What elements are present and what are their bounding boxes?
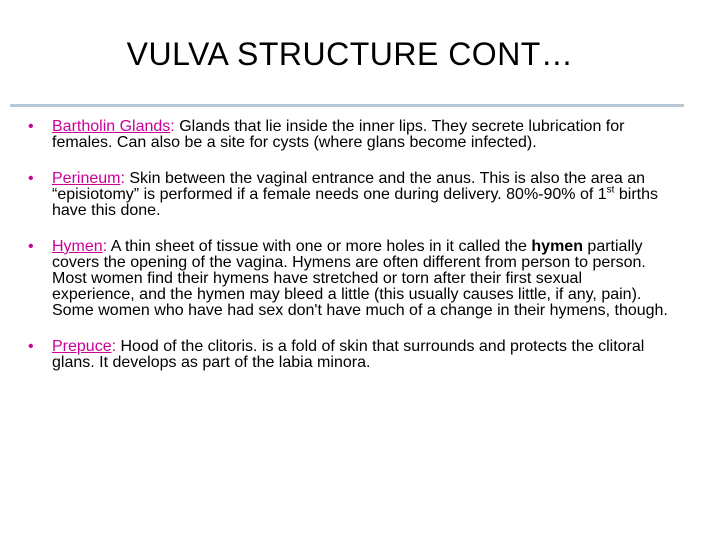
bold-hymen: hymen (531, 238, 583, 255)
term-separator: : (102, 238, 108, 255)
definition-text: Hood of the clitoris. is a fold of skin that surrounds and protects the clitoral glans. It develops as part of the labia minora. (52, 338, 645, 371)
definition-text: A thin sheet of tissue with one or more holes in it called the (107, 238, 532, 255)
bullet-icon: • (28, 170, 34, 187)
term-perineum: Perineum (52, 170, 121, 187)
title-divider (10, 104, 684, 107)
bullet-icon: • (28, 118, 34, 135)
definition-text: Glands that lie inside the inner lips. They secrete lubrication for females. Can also be a site for cysts (where glans become infected). (52, 118, 625, 151)
list-item-perineum (28, 171, 668, 219)
bullet-icon: • (28, 338, 34, 355)
term-bartholin-glands: Bartholin Glands (52, 118, 171, 135)
term-separator: : (120, 170, 125, 187)
list-item-prepuce (28, 339, 668, 371)
definition-text: Skin between the vaginal entrance and the anus. This is also the area an “episiotomy” is performed if a female needs one during delivery. 80%-90% of 1 (52, 170, 645, 203)
term-prepuce: Prepuce (52, 338, 112, 355)
term-hymen: Hymen (52, 238, 103, 255)
bullet-icon: • (28, 238, 34, 255)
definition-text-end: births have this done. (52, 186, 659, 219)
list-item-hymen (28, 239, 668, 319)
superscript-st: st (606, 184, 615, 196)
slide-title: VULVA STRUCTURE CONT… (126, 36, 574, 72)
bullet-list (28, 119, 668, 391)
term-separator: : (170, 118, 175, 135)
term-separator: : (111, 338, 117, 355)
list-item-bartholin-glands (28, 119, 668, 151)
definition-text-end: partially covers the opening of the vagina. Hymens are often different from person to person. Most women find their hymens have stretched or torn after their first sexual experience, and the hymen may bleed a little (this usually causes little, if any, pain). Some women who have had sex don't have much of a change in their hymens, though. (52, 238, 668, 319)
